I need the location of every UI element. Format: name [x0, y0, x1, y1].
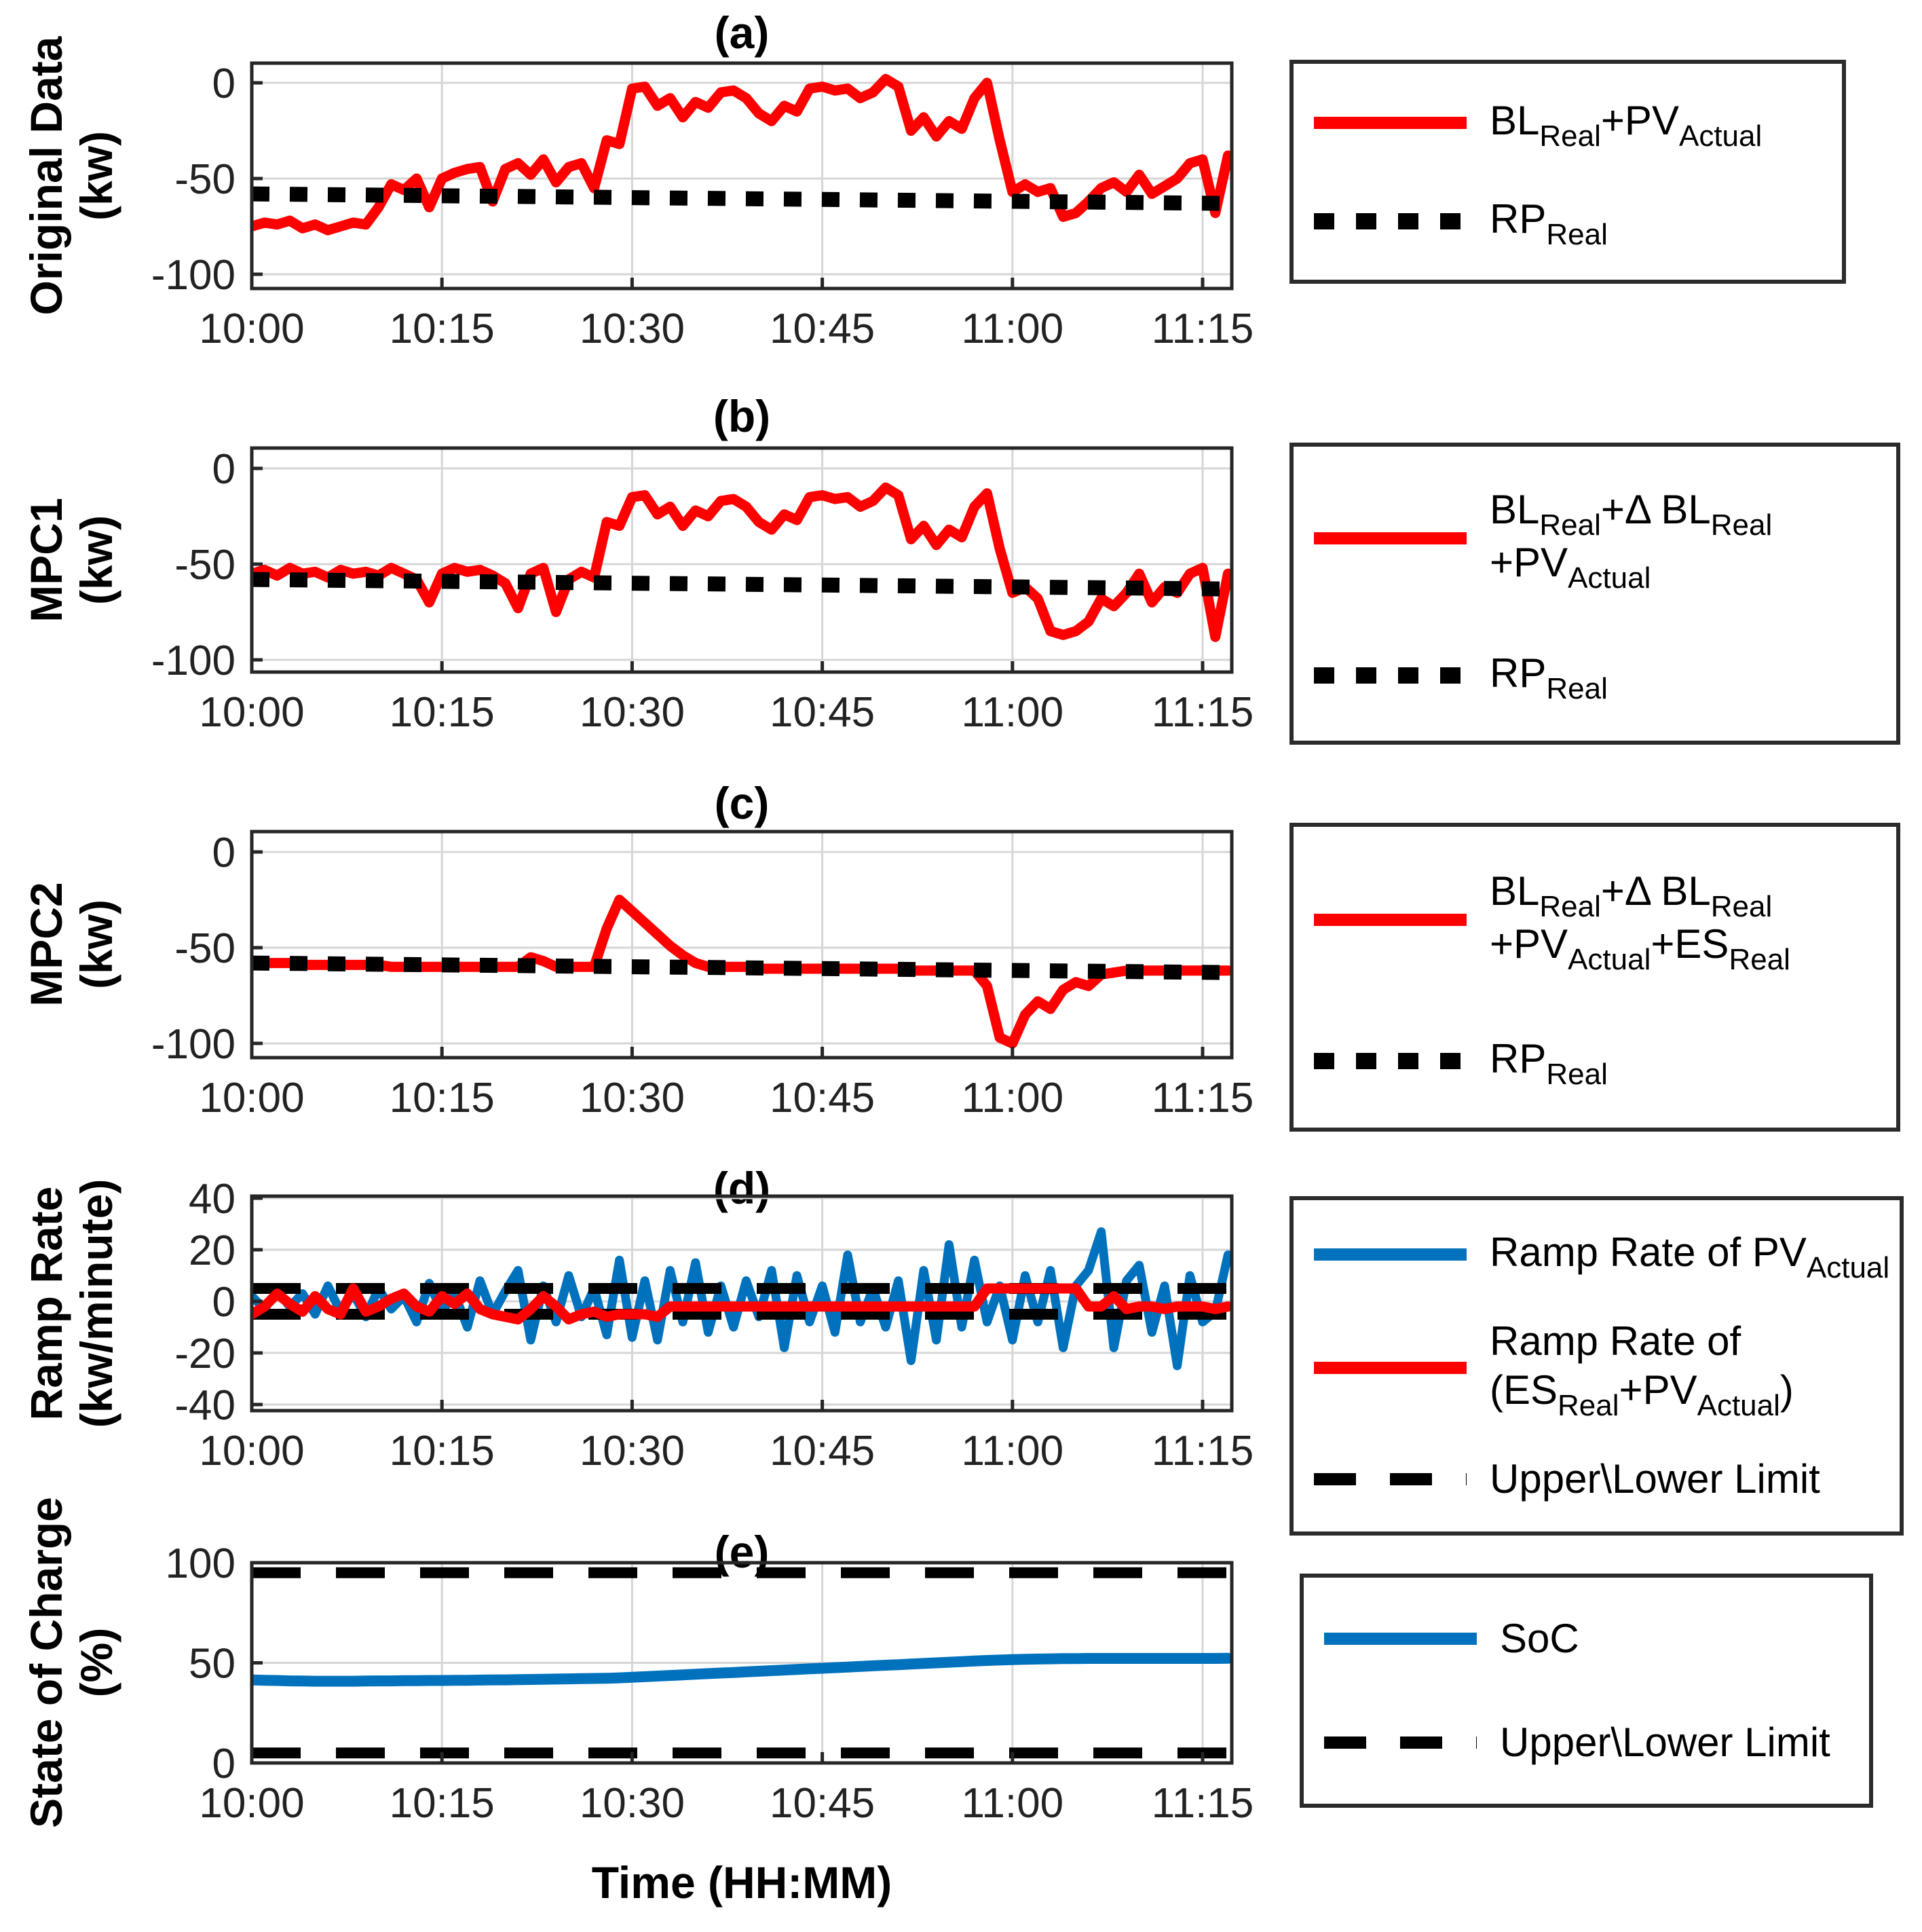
y-tick-label: -40 — [174, 1382, 235, 1429]
legend-subscript: Real — [1558, 1388, 1619, 1422]
legend-d — [1289, 1196, 1904, 1536]
y-tick-label: -20 — [174, 1331, 235, 1377]
legend-term: RP — [1490, 196, 1547, 242]
x-tick-label: 11:15 — [1151, 689, 1254, 736]
grid-b — [252, 448, 1232, 672]
x-tick-label: 10:00 — [199, 689, 305, 736]
legend-label — [1490, 195, 1608, 251]
x-tick-label: 10:00 — [199, 1075, 305, 1121]
legend-label — [1490, 1317, 1794, 1422]
panel-b-ylabel-line2: (kw) — [71, 515, 121, 605]
y-tick-label: 0 — [212, 446, 235, 493]
x-tick-label: 11:00 — [961, 1780, 1064, 1827]
solid-line-swatch — [1314, 914, 1467, 926]
dotted-line-swatch — [1314, 667, 1467, 684]
series-bl-real-pv-actual — [252, 79, 1228, 230]
x-tick-label: 11:15 — [1151, 1428, 1254, 1474]
legend-label — [1490, 485, 1773, 595]
legend-term: BL — [1490, 486, 1540, 532]
x-tick-label: 10:15 — [389, 1428, 495, 1474]
panel-e-ylabel-line2: (%) — [71, 1627, 121, 1698]
legend-label-line — [1490, 96, 1763, 153]
legend-label-line — [1490, 1317, 1794, 1366]
legend-entry — [1324, 1718, 1849, 1767]
legend-label-line — [1490, 920, 1790, 977]
panel-b-ylabel-line1: MPC1 — [21, 498, 71, 623]
series-group-b — [252, 487, 1232, 637]
legend-term: +Δ BL — [1600, 868, 1711, 914]
legend-term: +PV — [1490, 539, 1568, 585]
y-tick-labels-a — [151, 60, 235, 299]
x-tick-label: 10:00 — [199, 305, 305, 352]
series-group-c — [252, 900, 1232, 1044]
legend-label-line — [1490, 867, 1790, 924]
legend-label — [1500, 1614, 1579, 1663]
x-tick-labels-c — [199, 1075, 1254, 1121]
y-tick-label: 20 — [189, 1227, 235, 1274]
legend-label-line — [1490, 1455, 1820, 1504]
x-tick-label: 10:45 — [770, 1428, 875, 1474]
solid-line-swatch — [1314, 1248, 1467, 1261]
legend-label-line — [1500, 1718, 1830, 1767]
axis-box-c — [252, 832, 1232, 1058]
x-tick-label: 10:30 — [579, 1428, 685, 1474]
legend-entry — [1314, 485, 1876, 595]
legend-term: +PV — [1619, 1367, 1697, 1413]
panel-c-ylabel-line2: (kw) — [71, 899, 121, 989]
x-tick-label: 10:15 — [389, 305, 495, 352]
x-tick-label: 11:15 — [1151, 305, 1254, 352]
x-tick-label: 10:15 — [389, 1780, 495, 1827]
y-tick-label: 0 — [212, 1279, 235, 1326]
legend-subscript: Real — [1539, 508, 1601, 542]
x-tick-label: 10:00 — [199, 1780, 305, 1827]
legend-subscript: Actual — [1568, 561, 1651, 595]
panel-c-ylabel-line1: MPC2 — [21, 882, 71, 1007]
x-tick-labels-b — [199, 689, 1254, 736]
legend-entry — [1314, 195, 1822, 251]
series-bl-real-dbl-real-pv-actual-es-real — [252, 900, 1228, 1044]
panel-e-ylabel-line1: State of Charge — [21, 1497, 71, 1828]
panel-c-title: (c) — [714, 778, 770, 828]
x-tick-label: 10:45 — [770, 689, 875, 736]
legend-term: +Δ BL — [1600, 486, 1711, 532]
axis-box-b — [252, 448, 1232, 672]
ticks-c — [252, 852, 1203, 1058]
legend-e — [1300, 1574, 1873, 1808]
legend-subscript: Real — [1539, 119, 1601, 153]
legend-label — [1490, 649, 1608, 706]
solid-line-swatch — [1314, 117, 1467, 129]
panel-a-title: (a) — [714, 7, 770, 58]
x-tick-label: 10:00 — [199, 1428, 305, 1474]
legend-term: ) — [1779, 1367, 1794, 1413]
legend-entry — [1314, 1035, 1876, 1091]
legend-term: +PV — [1490, 921, 1568, 967]
legend-c — [1289, 823, 1900, 1132]
x-tick-label: 11:00 — [961, 1428, 1064, 1474]
legend-entry — [1314, 1455, 1879, 1504]
y-tick-label: -100 — [151, 1021, 235, 1068]
y-tick-labels-e — [166, 1540, 235, 1787]
y-tick-label: -100 — [151, 252, 235, 299]
y-tick-label: 0 — [212, 830, 235, 876]
legend-label-line — [1490, 1035, 1608, 1091]
legend-label-line — [1500, 1614, 1579, 1663]
y-tick-label: 0 — [212, 60, 235, 107]
legend-term: RP — [1490, 1035, 1547, 1081]
x-tick-label: 10:30 — [579, 305, 685, 352]
y-tick-label: 50 — [189, 1640, 235, 1688]
series-bl-real-dbl-real-pv-actual — [252, 487, 1228, 637]
legend-term: Ramp Rate of — [1490, 1318, 1741, 1364]
x-tick-label: 11:15 — [1151, 1075, 1254, 1121]
y-tick-labels-b — [151, 446, 235, 684]
legend-term: Ramp Rate of PV — [1490, 1229, 1807, 1275]
y-tick-label: 40 — [189, 1176, 235, 1223]
y-tick-label: -50 — [174, 542, 235, 589]
x-tick-label: 10:30 — [579, 1075, 685, 1121]
legend-entry — [1314, 96, 1822, 153]
x-tick-label: 11:00 — [961, 1075, 1064, 1121]
legend-subscript: Actual — [1568, 943, 1651, 977]
solid-line-swatch — [1314, 1362, 1467, 1374]
dotted-line-swatch — [1314, 1053, 1467, 1069]
legend-subscript: Actual — [1678, 119, 1763, 153]
legend-subscript: Actual — [1806, 1250, 1890, 1284]
legend-subscript: Real — [1710, 890, 1773, 924]
x-tick-label: 11:00 — [961, 689, 1064, 736]
dashed-line-swatch — [1324, 1736, 1477, 1749]
panel-a-ylabel-line1: Original Data — [21, 36, 71, 316]
legend-entry — [1314, 649, 1876, 706]
panel-d-ylabel-line2: (kw/minute) — [71, 1178, 121, 1428]
x-axis-label: Time (HH:MM) — [591, 1857, 892, 1908]
legend-entry — [1314, 867, 1876, 977]
legend-label — [1490, 867, 1790, 977]
y-tick-label: -50 — [174, 925, 235, 972]
legend-term: BL — [1490, 97, 1540, 143]
legend-subscript: Real — [1710, 508, 1773, 542]
y-tick-label: -100 — [151, 637, 235, 684]
solid-line-swatch — [1324, 1633, 1477, 1645]
series-soc — [252, 1658, 1228, 1682]
y-tick-label: -50 — [174, 156, 235, 203]
series-group-d — [252, 1231, 1232, 1366]
solid-line-swatch — [1314, 532, 1467, 544]
legend-term: +ES — [1651, 921, 1729, 967]
x-tick-label: 11:00 — [961, 305, 1064, 352]
x-tick-label: 10:15 — [389, 689, 495, 736]
legend-term: Upper\Lower Limit — [1490, 1456, 1820, 1502]
series-group-a — [252, 79, 1232, 230]
legend-subscript: Real — [1546, 1057, 1608, 1091]
legend-entry — [1324, 1614, 1849, 1663]
panel-d-ylabel-line1: Ramp Rate — [21, 1186, 71, 1421]
legend-term: SoC — [1500, 1616, 1579, 1662]
x-tick-label: 10:45 — [770, 1075, 875, 1121]
legend-entry — [1314, 1228, 1890, 1284]
legend-subscript: Real — [1546, 217, 1608, 251]
legend-term: Upper\Lower Limit — [1500, 1719, 1830, 1765]
legend-label-line — [1490, 485, 1773, 542]
series-rp-real — [252, 580, 1232, 589]
legend-label — [1490, 1455, 1820, 1504]
legend-subscript: Real — [1729, 943, 1790, 977]
legend-a — [1289, 60, 1846, 284]
legend-subscript: Real — [1546, 672, 1608, 706]
legend-subscript: Real — [1539, 890, 1601, 924]
legend-label — [1500, 1718, 1830, 1767]
legend-label-line — [1490, 1228, 1890, 1284]
y-tick-label: 0 — [212, 1741, 235, 1787]
grid-c — [252, 832, 1232, 1058]
x-tick-labels-a — [199, 305, 1254, 352]
legend-term: (ES — [1490, 1367, 1558, 1413]
x-tick-label: 10:30 — [579, 1780, 685, 1827]
x-tick-label: 10:45 — [770, 305, 875, 352]
legend-term: +PV — [1600, 97, 1679, 143]
dotted-line-swatch — [1314, 213, 1467, 229]
legend-term: RP — [1490, 650, 1547, 696]
x-tick-label: 10:45 — [770, 1780, 875, 1827]
x-tick-labels-e — [199, 1780, 1254, 1827]
y-tick-label: 100 — [165, 1540, 235, 1587]
legend-label — [1490, 96, 1763, 153]
x-tick-label: 10:30 — [579, 689, 685, 736]
legend-label-line — [1490, 1366, 1794, 1422]
dashed-line-swatch — [1314, 1473, 1467, 1485]
legend-label — [1490, 1228, 1890, 1284]
x-tick-label: 10:15 — [389, 1075, 495, 1121]
legend-term: BL — [1490, 868, 1540, 914]
legend-label — [1490, 1035, 1608, 1091]
panel-e-title: (e) — [714, 1527, 770, 1577]
panel-a-ylabel-line2: (kw) — [71, 131, 121, 221]
x-tick-labels-d — [199, 1428, 1254, 1474]
legend-entry — [1314, 1317, 1879, 1422]
y-tick-labels-c — [151, 830, 235, 1068]
legend-label-line — [1490, 195, 1608, 251]
legend-label-line — [1490, 649, 1608, 706]
panel-b-title: (b) — [713, 391, 771, 441]
x-tick-label: 11:15 — [1151, 1780, 1254, 1827]
y-tick-labels-d — [174, 1176, 235, 1429]
panel-d-title: (d) — [713, 1163, 771, 1213]
legend-subscript: Actual — [1697, 1388, 1780, 1422]
legend-label-line — [1490, 538, 1772, 595]
legend-b — [1289, 443, 1900, 745]
